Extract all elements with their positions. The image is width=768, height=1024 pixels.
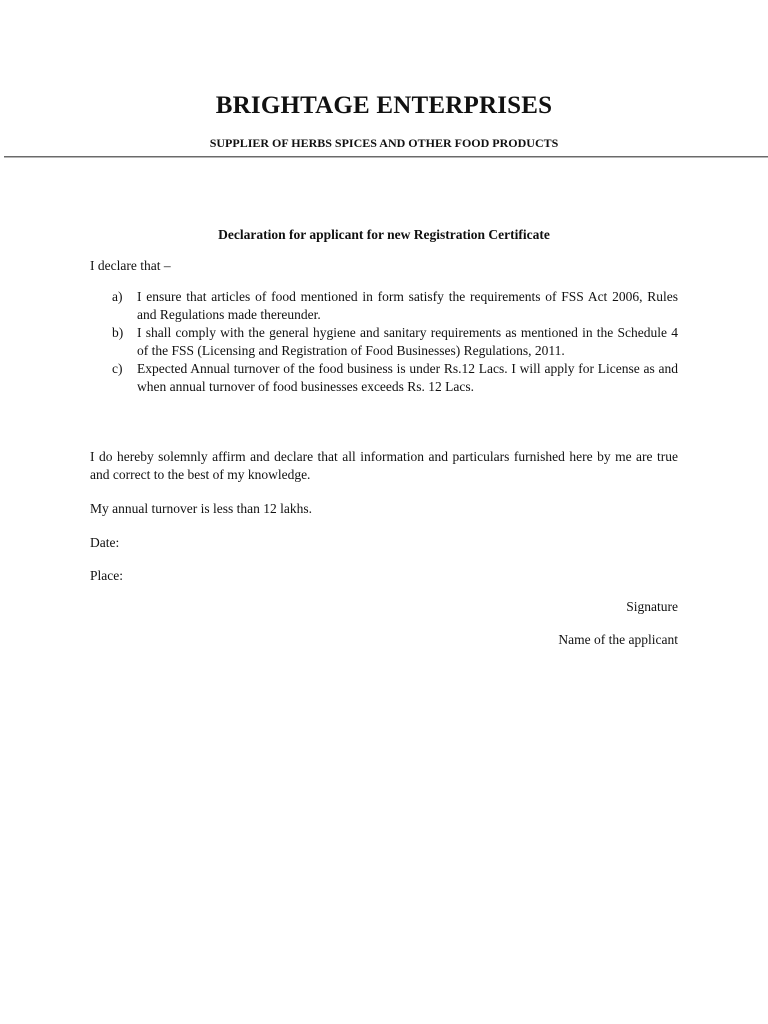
list-item-marker: b) — [112, 325, 124, 340]
header-divider — [4, 156, 768, 158]
date-label: Date: — [90, 535, 120, 550]
affirmation-paragraph: I do hereby solemnly affirm and declare that all information and particulars furnished here by me are true and correct to the best of my knowledge. — [90, 449, 678, 482]
list-item-text: Expected Annual turnover of the food business is under Rs.12 Lacs. I will apply for License as and when annual turnover of food businesses exceeds Rs. 12 Lacs. — [137, 361, 678, 394]
company-tagline: SUPPLIER OF HERBS SPICES AND OTHER FOOD PRODUCTS — [209, 136, 559, 150]
list-item-marker: a) — [112, 289, 123, 304]
list-item — [90, 360, 678, 396]
list-item — [90, 324, 678, 360]
declaration-intro: I declare that – — [90, 258, 171, 273]
turnover-statement: My annual turnover is less than 12 lakhs. — [90, 501, 312, 516]
list-item-text: I shall comply with the general hygiene and sanitary requirements as mentioned in the Schedule 4 of the FSS (Licensing and Registration of Food Businesses) Regulations, 2011. — [137, 325, 678, 358]
list-item — [90, 288, 678, 324]
declaration-heading: Declaration for applicant for new Registration Certificate — [218, 227, 550, 242]
place-label: Place: — [90, 568, 123, 583]
company-name: BRIGHTAGE ENTERPRISES — [215, 92, 553, 119]
applicant-name-label: Name of the applicant — [558, 632, 678, 647]
signature-label: Signature — [626, 599, 678, 614]
list-item-text: I ensure that articles of food mentioned in form satisfy the requirements of FSS Act 2006, Rules and Regulations made thereunder. — [137, 289, 678, 322]
list-item-marker: c) — [112, 361, 123, 376]
declaration-list — [90, 288, 678, 396]
